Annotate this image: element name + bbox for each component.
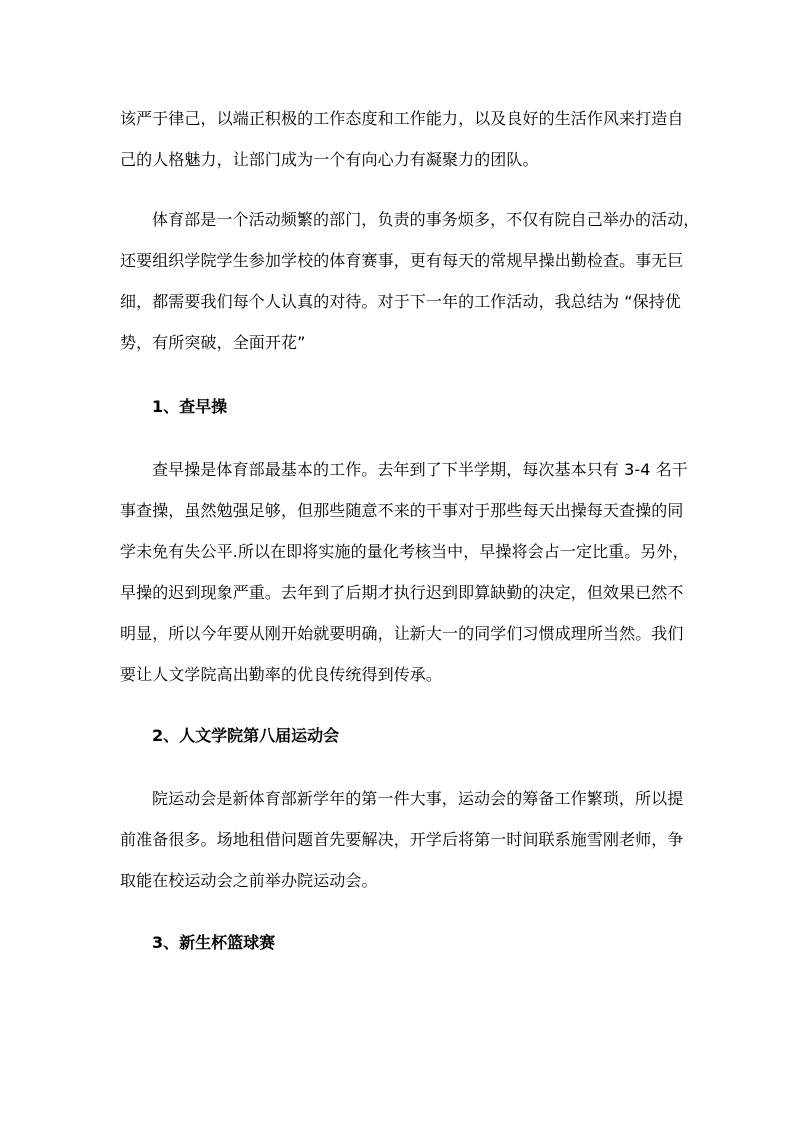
paragraph-1-line-1: 该严于律己，以端正积极的工作态度和工作能力，以及良好的生活作风来打造自 [120, 109, 684, 128]
paragraph-4-line-1: 院运动会是新体育部新学年的第一件大事，运动会的筹备工作繁琐，所以提 [152, 789, 684, 808]
section-heading-1: 1、查早操 [152, 397, 228, 416]
paragraph-3-line-3: 学未免有失公平.所以在即将实施的量化考核当中，早操将会占一定比重。另外， [120, 542, 689, 561]
paragraph-2 [120, 203, 700, 363]
paragraph-2-line-4: 势，有所突破，全面开花” [120, 333, 306, 352]
paragraph-3-line-1: 查早操是体育部最基本的工作。去年到了下半学期，每次基本只有 3-4 名干 [152, 460, 688, 479]
paragraph-3-line-2: 事查操，虽然勉强足够，但那些随意不来的干事对于那些每天出操每天查操的同 [120, 501, 684, 520]
paragraph-3-line-5: 明显，所以今年要从刚开始就要明确，让新大一的同学们习惯成理所当然。我们 [120, 624, 684, 643]
paragraph-1 [120, 102, 684, 170]
paragraph-2-line-1: 体育部是一个活动频繁的部门，负责的事务烦多，不仅有院自己举办的活动， [152, 210, 700, 229]
paragraph-3 [120, 453, 689, 693]
paragraph-3-line-6: 要让人文学院高出勤率的优良传统得到传承。 [120, 665, 443, 684]
paragraph-4-line-2: 前准备很多。场地租借问题首先要解决，开学后将第一时间联系施雪刚老师，争 [120, 830, 684, 849]
section-heading-3: 3、新生杯篮球赛 [152, 933, 276, 952]
paragraph-2-line-3: 细，都需要我们每个人认真的对待。对于下一年的工作活动，我总结为 “保持优 [120, 292, 681, 311]
paragraph-2-line-2: 还要组织学院学生参加学校的体育赛事，更有每天的常规早操出勤检查。事无巨 [120, 251, 684, 270]
paragraph-4 [120, 782, 684, 900]
paragraph-1-line-2: 己的人格魅力，让部门成为一个有向心力有凝聚力的团队。 [120, 150, 539, 169]
section-heading-2: 2、人文学院第八届运动会 [152, 726, 340, 745]
paragraph-3-line-4: 早操的迟到现象严重。去年到了后期才执行迟到即算缺勤的决定，但效果已然不 [120, 583, 684, 602]
paragraph-4-line-3: 取能在校运动会之前举办院运动会。 [120, 871, 378, 890]
